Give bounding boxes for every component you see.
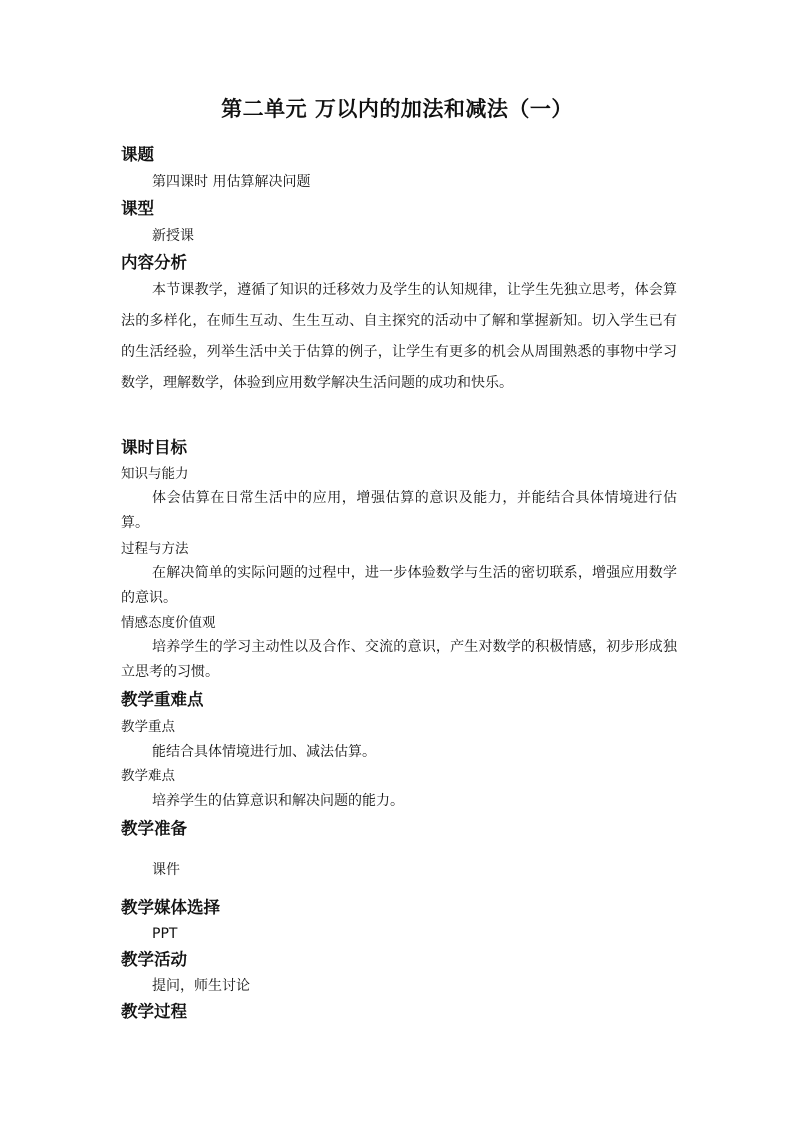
- document-title: 第二单元 万以内的加法和减法（一）: [221, 97, 573, 121]
- label-attitude: 情感态度价值观: [121, 615, 216, 631]
- process-method-text: 在解决简单的实际问题的过程中，进一步体验数学与生活的密切联系，增强应用数学的意识。: [121, 565, 677, 606]
- preparation-text: 课件: [152, 862, 180, 878]
- label-process-method: 过程与方法: [121, 541, 189, 557]
- heading-lesson-type: 课型: [121, 199, 154, 218]
- heading-objectives: 课时目标: [121, 438, 187, 457]
- knowledge-text: 体会估算在日常生活中的应用，增强估算的意识及能力，并能结合具体情境进行估算。: [121, 490, 677, 531]
- lesson-type-text: 新授课: [152, 228, 194, 244]
- heading-key-points: 教学重难点: [121, 690, 204, 709]
- label-focus: 教学重点: [121, 719, 175, 735]
- heading-preparation: 教学准备: [121, 819, 187, 838]
- label-knowledge: 知识与能力: [121, 466, 189, 482]
- difficulty-text: 培养学生的估算意识和解决问题的能力。: [152, 793, 404, 809]
- topic-text: 第四课时 用估算解决问题: [152, 174, 311, 190]
- media-text: PPT: [152, 926, 178, 942]
- focus-text: 能结合具体情境进行加、减法估算。: [152, 744, 376, 760]
- attitude-text: 培养学生的学习主动性以及合作、交流的意识，产生对数学的积极情感，初步形成独立思考的习惯。: [121, 639, 677, 680]
- heading-process: 教学过程: [121, 1002, 187, 1021]
- heading-content-analysis: 内容分析: [121, 253, 187, 272]
- heading-media: 教学媒体选择: [121, 898, 220, 917]
- label-difficulty: 教学难点: [121, 768, 175, 784]
- content-analysis-text: 本节课教学，遵循了知识的迁移效力及学生的认知规律，让学生先独立思考，体会算法的多样化，在师生互动、生生互动、自主探究的活动中了解和掌握新知。切入学生已有的生活经验，列举生活中关于估算的例子，让学生有更多的机会从周围熟悉的事物中学习数学，理解数学，体验到应用数学解决生活问题的成功和快乐。: [121, 282, 677, 391]
- activities-text: 提问，师生讨论: [152, 978, 250, 994]
- heading-topic: 课题: [121, 145, 154, 164]
- heading-activities: 教学活动: [121, 950, 187, 969]
